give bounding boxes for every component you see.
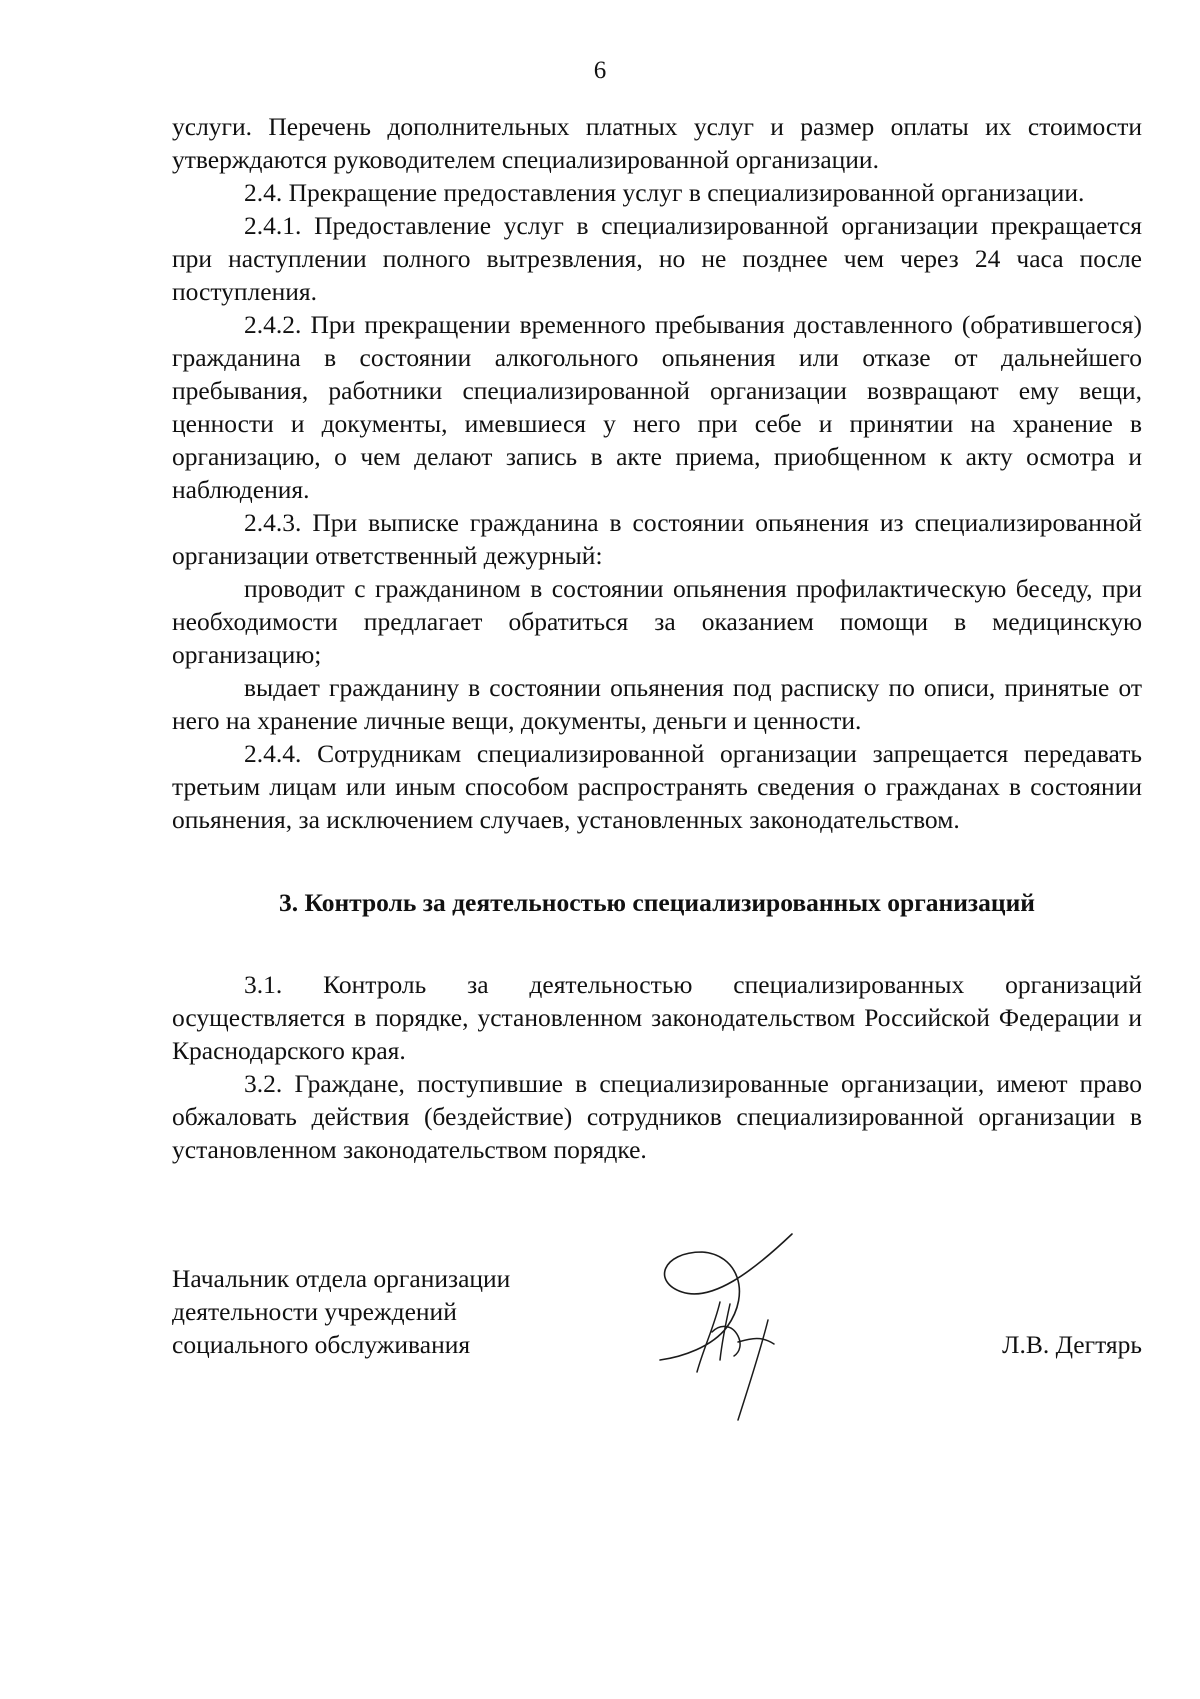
section-2-paragraphs	[172, 110, 1142, 836]
paragraph-2-4-2: 2.4.2. При прекращении временного пребывания доставленного (обратившегося) гражданина в состоянии алкогольного опьянения или отказе от дальнейшего пребывания, работники специализированной организации возвращают ему вещи, ценности и документы, имевшиеся у него при себе и принятии на хранение в организацию, о чем делают запись в акте приема, приобщенном к акту осмотра и наблюдения.	[172, 310, 1142, 504]
signature-block	[172, 1262, 1142, 1432]
paragraph-continuation: услуги. Перечень дополнительных платных услуг и размер оплаты их стоимости утверждаются руководителем специализированной организации.	[172, 112, 1142, 174]
document-body	[172, 110, 1142, 1166]
paragraph-3-1: 3.1. Контроль за деятельностью специализированных организаций осуществляется в порядке, установленном законодательством Российской Федерации и Краснодарского края.	[172, 970, 1142, 1065]
signer-name: Л.В. Дегтярь	[1002, 1330, 1142, 1359]
paragraph-2-4-3-item-2: выдает гражданину в состоянии опьянения под расписку по описи, принятые от него на хранение личные вещи, документы, деньги и ценности.	[172, 673, 1142, 735]
handwritten-signature	[642, 1232, 812, 1422]
signer-title	[172, 1262, 592, 1361]
paragraph-3-2: 3.2. Граждане, поступившие в специализированные организации, имеют право обжаловать действия (бездействие) сотрудников специализированной организации в установленном законодательством порядке.	[172, 1069, 1142, 1164]
page-number: 6	[593, 57, 607, 84]
paragraph-2-4-1: 2.4.1. Предоставление услуг в специализированной организации прекращается при наступлении полного вытрезвления, но не позднее чем через 24 часа после поступления.	[172, 211, 1142, 306]
signer-title-line: деятельности учреждений	[172, 1297, 457, 1326]
signer-title-line: Начальник отдела организации	[172, 1264, 511, 1293]
paragraph-2-4-4: 2.4.4. Сотрудникам специализированной организации запрещается передавать третьим лицам или иным способом распространять сведения о гражданах в состоянии опьянения, за исключением случаев, установленных законодательством.	[172, 739, 1142, 834]
paragraph-2-4-3-item-1: проводит с гражданином в состоянии опьянения профилактическую беседу, при необходимости предлагает обратиться за оказанием помощи в медицинскую организацию;	[172, 574, 1142, 669]
signer-title-line: социального обслуживания	[172, 1330, 471, 1359]
paragraph-2-4: 2.4. Прекращение предоставления услуг в специализированной организации.	[244, 178, 1085, 207]
paragraph-2-4-3: 2.4.3. При выписке гражданина в состоянии опьянения из специализированной организации ответственный дежурный:	[172, 508, 1142, 570]
section-3-paragraphs	[172, 968, 1142, 1166]
section-heading: 3. Контроль за деятельностью специализированных организаций	[279, 888, 1035, 917]
